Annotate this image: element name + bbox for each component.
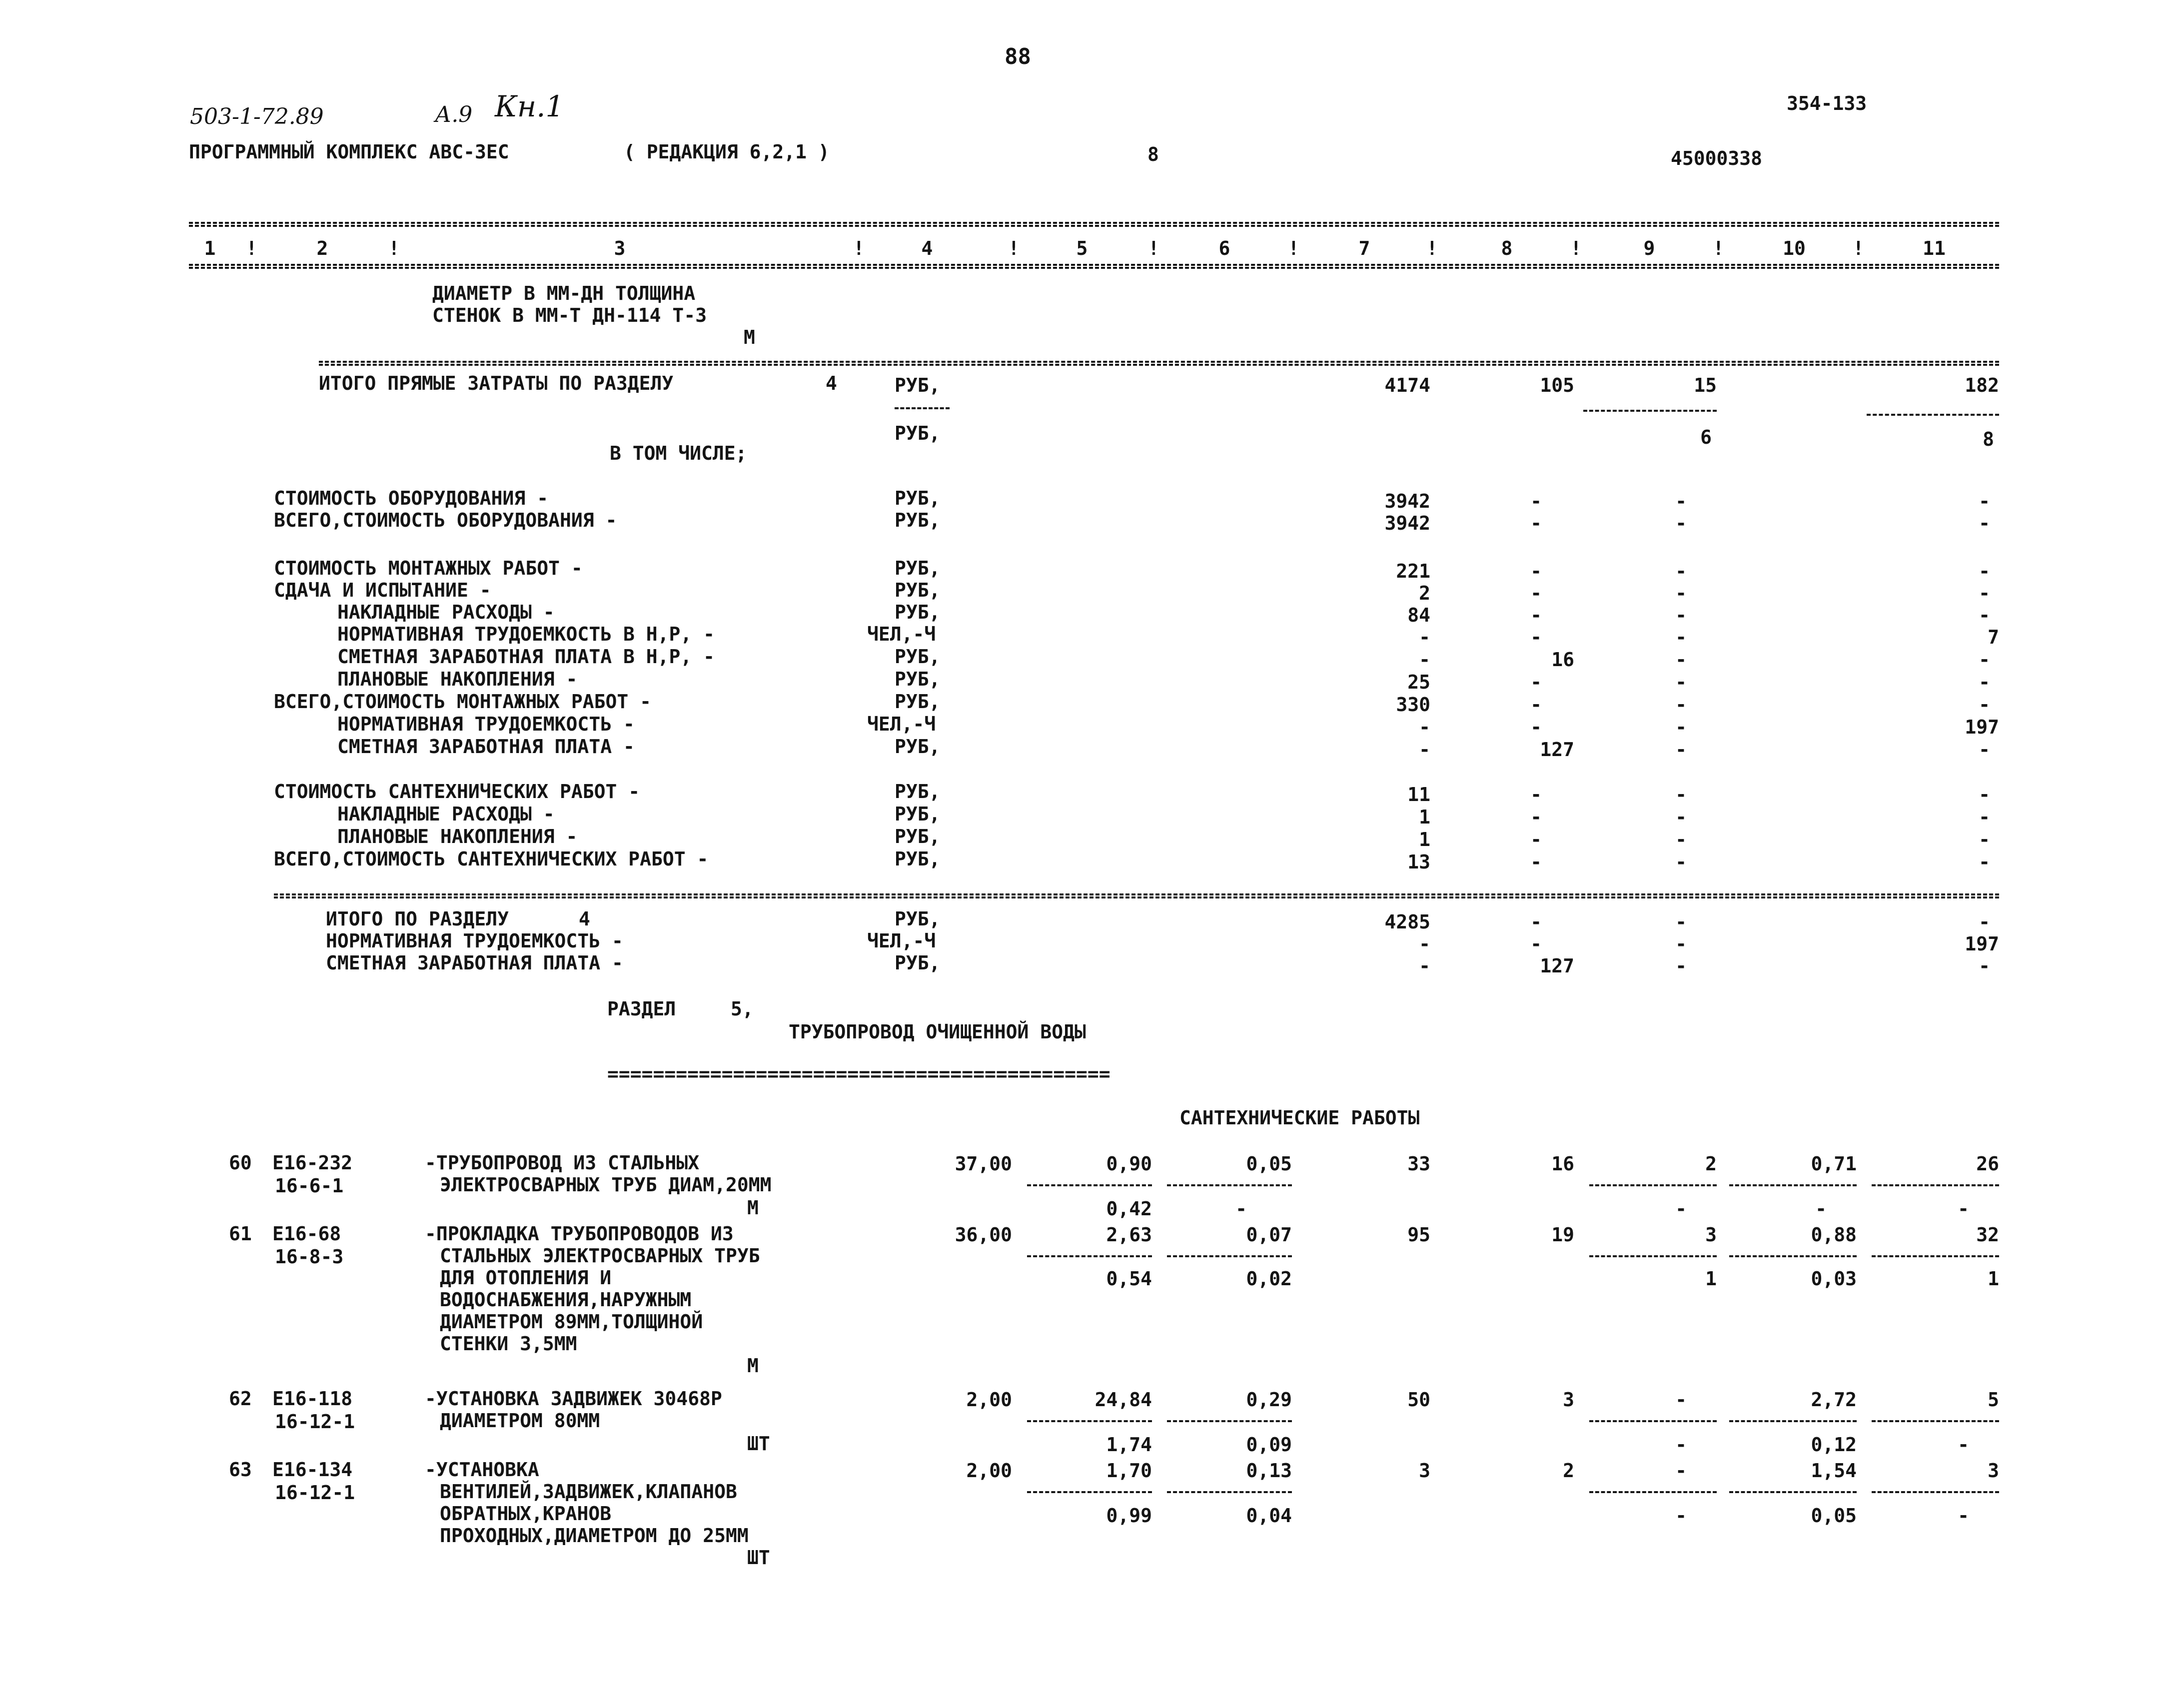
section-total-col7: - bbox=[1419, 933, 1430, 955]
summary-row-col7: 84 bbox=[1407, 604, 1430, 626]
section-total-col9: - bbox=[1675, 955, 1687, 977]
column-header-3: 3 bbox=[614, 237, 626, 259]
summary-row-col7: 330 bbox=[1396, 694, 1430, 716]
item-col9-underline bbox=[1589, 1491, 1717, 1493]
summary-row-col11: - bbox=[1979, 604, 1990, 626]
item-col11: 26 bbox=[1976, 1153, 1999, 1175]
summary-row-label: СТОИМОСТЬ САНТЕХНИЧЕСКИХ РАБОТ - bbox=[274, 781, 640, 803]
totals-sub-col9: 6 bbox=[1700, 426, 1712, 448]
summary-row-unit: РУБ, bbox=[895, 781, 941, 803]
section-total-label: ИТОГО ПО РАЗДЕЛУ bbox=[326, 908, 509, 930]
item-col8: 3 bbox=[1563, 1389, 1574, 1411]
item-col10-underline bbox=[1729, 1184, 1857, 1186]
item-col5: 1,70 bbox=[1106, 1460, 1152, 1482]
section-total-label: СМЕТНАЯ ЗАРАБОТНАЯ ПЛАТА - bbox=[326, 952, 623, 974]
summary-row-col7: - bbox=[1419, 649, 1430, 671]
totals-col9: 15 bbox=[1694, 374, 1717, 396]
item-col9-underline bbox=[1589, 1184, 1717, 1186]
summary-row-unit: РУБ, bbox=[895, 668, 941, 690]
totals-col9-underline bbox=[1583, 410, 1717, 412]
item-col10-underline bbox=[1729, 1491, 1857, 1493]
item-col4: 2,00 bbox=[966, 1389, 1012, 1411]
summary-row-unit: РУБ, bbox=[895, 691, 941, 713]
item-col10-underline bbox=[1729, 1255, 1857, 1257]
column-header-8: 8 bbox=[1501, 237, 1513, 259]
right-code: 354-133 bbox=[1787, 92, 1867, 114]
summary-row-label: НОРМАТИВНАЯ ТРУДОЕМКОСТЬ - bbox=[337, 713, 635, 735]
item-col9-underline bbox=[1589, 1255, 1717, 1257]
column-header-6: 6 bbox=[1218, 237, 1230, 259]
item-col5-underline bbox=[1027, 1420, 1152, 1422]
section-total-col11: 197 bbox=[1965, 933, 1999, 955]
summary-row-label: ПЛАНОВЫЕ НАКОПЛЕНИЯ - bbox=[337, 826, 578, 847]
summary-row-col8: - bbox=[1530, 582, 1542, 604]
summary-row-col8: - bbox=[1530, 626, 1542, 648]
item-code-secondary: 16-12-1 bbox=[275, 1411, 355, 1433]
item-col6-underline bbox=[1167, 1420, 1292, 1422]
section-total-col11: - bbox=[1979, 911, 1990, 933]
item-col10: 0,88 bbox=[1811, 1224, 1857, 1246]
summary-row-col11: - bbox=[1979, 490, 1990, 512]
column-header-9: 9 bbox=[1643, 237, 1655, 259]
item-col11-secondary: 1 bbox=[1988, 1268, 1999, 1290]
column-header-10: 10 bbox=[1783, 237, 1806, 259]
item-code-secondary: 16-12-1 bbox=[275, 1482, 355, 1504]
section-heading: РАЗДЕЛ bbox=[607, 998, 676, 1020]
column-separator: ! bbox=[1288, 237, 1299, 259]
summary-row-col8: 16 bbox=[1551, 649, 1574, 671]
item-col9: - bbox=[1675, 1460, 1687, 1482]
item-col6-underline bbox=[1167, 1491, 1292, 1493]
summary-row-label: СМЕТНАЯ ЗАРАБОТНАЯ ПЛАТА В Н,Р, - bbox=[337, 646, 715, 668]
summary-row-col11: - bbox=[1979, 829, 1990, 850]
item-number: 62 bbox=[229, 1388, 252, 1410]
item-col10-underline bbox=[1729, 1420, 1857, 1422]
section-total-unit: ЧЕЛ,-Ч bbox=[867, 930, 936, 952]
summary-row-unit: РУБ, bbox=[895, 826, 941, 847]
summary-row-col9: - bbox=[1675, 490, 1687, 512]
item-col7: 50 bbox=[1407, 1389, 1430, 1411]
item-col6: 0,07 bbox=[1246, 1224, 1292, 1246]
summary-row-unit: РУБ, bbox=[895, 509, 941, 531]
totals-sub-col11: 8 bbox=[1983, 428, 1994, 450]
summary-row-col8: - bbox=[1530, 560, 1542, 582]
summary-row-label: ВСЕГО,СТОИМОСТЬ МОНТАЖНЫХ РАБОТ - bbox=[274, 691, 651, 713]
section-separator: ============================================ bbox=[607, 1063, 1110, 1085]
summary-row-col7: 3942 bbox=[1384, 490, 1430, 512]
totals-sub-unit: РУБ, bbox=[895, 422, 941, 444]
item-col8: 2 bbox=[1563, 1460, 1574, 1482]
section-total-col8: 127 bbox=[1540, 955, 1574, 977]
summary-row-col11: - bbox=[1979, 560, 1990, 582]
summary-row-col11: - bbox=[1979, 649, 1990, 671]
header-bottom-rule bbox=[189, 264, 1999, 269]
totals-unit-underline bbox=[895, 407, 950, 409]
column-separator: ! bbox=[1008, 237, 1020, 259]
item-description-line: -УСТАНОВКА bbox=[425, 1459, 539, 1481]
album-label: А.9 bbox=[435, 102, 473, 127]
summary-row-unit: РУБ, bbox=[895, 487, 941, 509]
item-col5-secondary: 0,54 bbox=[1106, 1268, 1152, 1290]
book-label: Кн.1 bbox=[495, 89, 564, 123]
item-col5: 24,84 bbox=[1094, 1389, 1152, 1411]
item-col5-underline bbox=[1027, 1491, 1152, 1493]
summary-row-col11: - bbox=[1979, 806, 1990, 828]
summary-row-col7: 1 bbox=[1419, 829, 1430, 850]
column-separator: ! bbox=[246, 237, 257, 259]
page-number: 88 bbox=[1005, 44, 1031, 69]
section-total-col7: 4285 bbox=[1384, 911, 1430, 933]
summary-row-col7: 221 bbox=[1396, 560, 1430, 582]
item-col9-underline bbox=[1589, 1420, 1717, 1422]
item-col11-secondary: - bbox=[1958, 1434, 1969, 1456]
summary-row-col7: 3942 bbox=[1384, 512, 1430, 534]
column-separator: ! bbox=[1713, 237, 1724, 259]
item-col7: 95 bbox=[1407, 1224, 1430, 1246]
item-code-secondary: 16-8-3 bbox=[275, 1246, 344, 1268]
doc-number: 45000338 bbox=[1671, 147, 1763, 169]
column-separator: ! bbox=[1853, 237, 1864, 259]
item-description-line: СТЕНКИ 3,5ММ bbox=[440, 1333, 577, 1355]
item-col11-secondary: - bbox=[1958, 1198, 1969, 1220]
section-total-unit: РУБ, bbox=[895, 952, 941, 974]
item-description-line: ДИАМЕТРОМ 89ММ,ТОЛЩИНОЙ bbox=[440, 1311, 703, 1333]
section-total-col11: - bbox=[1979, 955, 1990, 977]
summary-row-col9: - bbox=[1675, 784, 1687, 806]
summary-row-col9: - bbox=[1675, 560, 1687, 582]
section-total-col8: - bbox=[1530, 911, 1542, 933]
item-col8: 16 bbox=[1551, 1153, 1574, 1175]
section-total-rule bbox=[274, 893, 1999, 898]
item-col6-secondary: 0,09 bbox=[1246, 1434, 1292, 1456]
item-code: Е16-232 bbox=[272, 1152, 353, 1174]
summary-row-col9: - bbox=[1675, 604, 1687, 626]
item-col10-secondary: 0,03 bbox=[1811, 1268, 1857, 1290]
summary-row-col11: - bbox=[1979, 512, 1990, 534]
summary-row-col11: - bbox=[1979, 851, 1990, 873]
item-unit: ШТ bbox=[747, 1547, 770, 1569]
summary-row-unit: РУБ, bbox=[895, 848, 941, 870]
totals-col11-underline bbox=[1867, 414, 1999, 416]
summary-row-col8: 127 bbox=[1540, 739, 1574, 761]
doc-code: 503-1-72.89 bbox=[190, 104, 324, 129]
item-col7: 3 bbox=[1419, 1460, 1430, 1482]
summary-row-col9: - bbox=[1675, 649, 1687, 671]
totals-unit: РУБ, bbox=[895, 374, 941, 396]
summary-row-col9: - bbox=[1675, 829, 1687, 850]
item-col11-underline bbox=[1872, 1420, 1999, 1422]
summary-row-col7: 11 bbox=[1407, 784, 1430, 806]
summary-row-label: НАКЛАДНЫЕ РАСХОДЫ - bbox=[337, 601, 555, 623]
item-col8: 19 bbox=[1551, 1224, 1574, 1246]
summary-row-col8: - bbox=[1530, 806, 1542, 828]
summary-row-col9: - bbox=[1675, 626, 1687, 648]
item-col9: - bbox=[1675, 1389, 1687, 1411]
totals-col7: 4174 bbox=[1384, 374, 1430, 396]
item-unit: М bbox=[747, 1197, 759, 1219]
totals-label: ИТОГО ПРЯМЫЕ ЗАТРАТЫ ПО РАЗДЕЛУ bbox=[319, 372, 674, 394]
item-col9-secondary: - bbox=[1675, 1434, 1687, 1456]
summary-row-label: СМЕТНАЯ ЗАРАБОТНАЯ ПЛАТА - bbox=[337, 736, 635, 758]
item-col7: 33 bbox=[1407, 1153, 1430, 1175]
item-col5-secondary: 1,74 bbox=[1106, 1434, 1152, 1456]
summary-row-col8: - bbox=[1530, 784, 1542, 806]
summary-row-label: НАКЛАДНЫЕ РАСХОДЫ - bbox=[337, 803, 555, 825]
summary-row-col9: - bbox=[1675, 851, 1687, 873]
column-header-2: 2 bbox=[316, 237, 328, 259]
summary-row-col9: - bbox=[1675, 512, 1687, 534]
summary-row-col7: - bbox=[1419, 626, 1430, 648]
item-col9: 2 bbox=[1705, 1153, 1717, 1175]
item-col11-underline bbox=[1872, 1255, 1999, 1257]
item-col5-secondary: 0,42 bbox=[1106, 1198, 1152, 1220]
section-total-col9: - bbox=[1675, 933, 1687, 955]
item-col10: 1,54 bbox=[1811, 1460, 1857, 1482]
summary-row-label: СТОИМОСТЬ ОБОРУДОВАНИЯ - bbox=[274, 487, 549, 509]
column-header-5: 5 bbox=[1076, 237, 1088, 259]
column-separator: ! bbox=[1426, 237, 1438, 259]
item-col11-secondary: - bbox=[1958, 1505, 1969, 1527]
continued-description-line: ДИАМЕТР В ММ-ДН ТОЛЩИНА bbox=[432, 282, 696, 304]
section-total-col8: - bbox=[1530, 933, 1542, 955]
summary-row-label: СТОИМОСТЬ МОНТАЖНЫХ РАБОТ - bbox=[274, 557, 583, 579]
item-col11: 5 bbox=[1988, 1389, 1999, 1411]
summary-row-col9: - bbox=[1675, 716, 1687, 738]
summary-row-unit: РУБ, bbox=[895, 646, 941, 668]
item-col5: 0,90 bbox=[1106, 1153, 1152, 1175]
item-col11: 32 bbox=[1976, 1224, 1999, 1246]
including-label: В ТОМ ЧИСЛЕ; bbox=[610, 442, 747, 464]
item-number: 63 bbox=[229, 1459, 252, 1481]
item-col11: 3 bbox=[1988, 1460, 1999, 1482]
item-unit: ШТ bbox=[747, 1433, 770, 1455]
summary-row-col9: - bbox=[1675, 582, 1687, 604]
item-description-line: -УСТАНОВКА ЗАДВИЖЕК 30468Р bbox=[425, 1388, 722, 1410]
summary-row-col7: - bbox=[1419, 739, 1430, 761]
header-top-rule bbox=[189, 222, 1999, 227]
totals-section: 4 bbox=[826, 372, 837, 394]
summary-row-label: ВСЕГО,СТОИМОСТЬ ОБОРУДОВАНИЯ - bbox=[274, 509, 617, 531]
item-code: Е16-134 bbox=[272, 1459, 353, 1481]
item-description-line: -ПРОКЛАДКА ТРУБОПРОВОДОВ ИЗ bbox=[425, 1223, 734, 1245]
sheet-number: 8 bbox=[1147, 143, 1159, 165]
item-col5-underline bbox=[1027, 1184, 1152, 1186]
item-col10: 2,72 bbox=[1811, 1389, 1857, 1411]
item-description-line: -ТРУБОПРОВОД ИЗ СТАЛЬНЫХ bbox=[425, 1152, 700, 1174]
totals-col8: 105 bbox=[1540, 374, 1574, 396]
item-col6: 0,05 bbox=[1246, 1153, 1292, 1175]
section-total-label: НОРМАТИВНАЯ ТРУДОЕМКОСТЬ - bbox=[326, 930, 623, 952]
summary-row-col8: - bbox=[1530, 694, 1542, 716]
section-total-col7: - bbox=[1419, 955, 1430, 977]
summary-row-col8: - bbox=[1530, 512, 1542, 534]
summary-row-col11: 197 bbox=[1965, 716, 1999, 738]
summary-row-unit: ЧЕЛ,-Ч bbox=[867, 623, 936, 645]
works-subheading: САНТЕХНИЧЕСКИЕ РАБОТЫ bbox=[1179, 1107, 1420, 1129]
item-col11-underline bbox=[1872, 1184, 1999, 1186]
summary-row-col7: 25 bbox=[1407, 671, 1430, 693]
summary-row-col11: - bbox=[1979, 694, 1990, 716]
column-separator: ! bbox=[1148, 237, 1159, 259]
summary-row-col9: - bbox=[1675, 739, 1687, 761]
item-col11-underline bbox=[1872, 1491, 1999, 1493]
section-title: ТРУБОПРОВОД ОЧИЩЕННОЙ ВОДЫ bbox=[789, 1021, 1086, 1043]
summary-row-col8: - bbox=[1530, 851, 1542, 873]
item-description-line: ПРОХОДНЫХ,ДИАМЕТРОМ ДО 25ММ bbox=[440, 1525, 749, 1547]
item-col6: 0,29 bbox=[1246, 1389, 1292, 1411]
item-col9-secondary: - bbox=[1675, 1505, 1687, 1527]
summary-row-col8: - bbox=[1530, 490, 1542, 512]
item-code: Е16-118 bbox=[272, 1388, 353, 1410]
item-description-line: ДИАМЕТРОМ 80ММ bbox=[440, 1410, 600, 1432]
item-description-line: СТАЛЬНЫХ ЭЛЕКТРОСВАРНЫХ ТРУБ bbox=[440, 1245, 760, 1267]
summary-row-col8: - bbox=[1530, 716, 1542, 738]
section-total-unit: РУБ, bbox=[895, 908, 941, 930]
column-header-4: 4 bbox=[921, 237, 933, 259]
program-line: ПРОГРАММНЫЙ КОМПЛЕКС АВС-3ЕС bbox=[189, 141, 509, 163]
item-code-secondary: 16-6-1 bbox=[275, 1175, 344, 1197]
column-header-11: 11 bbox=[1923, 237, 1946, 259]
item-col10-secondary: 0,05 bbox=[1811, 1505, 1857, 1527]
item-description-line: ОБРАТНЫХ,КРАНОВ bbox=[440, 1503, 612, 1525]
summary-row-col11: - bbox=[1979, 739, 1990, 761]
item-col6-underline bbox=[1167, 1255, 1292, 1257]
column-separator: ! bbox=[388, 237, 400, 259]
summary-row-col11: - bbox=[1979, 784, 1990, 806]
section-number: 5, bbox=[731, 998, 754, 1020]
summary-row-unit: РУБ, bbox=[895, 736, 941, 758]
summary-row-label: ПЛАНОВЫЕ НАКОПЛЕНИЯ - bbox=[337, 668, 578, 690]
summary-row-col8: - bbox=[1530, 671, 1542, 693]
item-col6-secondary: - bbox=[1235, 1198, 1247, 1220]
item-col6-underline bbox=[1167, 1184, 1292, 1186]
summary-row-label: НОРМАТИВНАЯ ТРУДОЕМКОСТЬ В Н,Р, - bbox=[337, 623, 715, 645]
summary-row-col7: 1 bbox=[1419, 806, 1430, 828]
section-total-number: 4 bbox=[579, 908, 590, 930]
summary-row-col11: - bbox=[1979, 671, 1990, 693]
item-col9-secondary: 1 bbox=[1705, 1268, 1717, 1290]
item-number: 61 bbox=[229, 1223, 252, 1245]
continued-description-line: СТЕНОК В ММ-Т ДН-114 Т-3 bbox=[432, 304, 707, 326]
summary-row-col11: 7 bbox=[1988, 626, 1999, 648]
totals-rule bbox=[319, 361, 1999, 366]
summary-row-unit: ЧЕЛ,-Ч bbox=[867, 713, 936, 735]
summary-row-unit: РУБ, bbox=[895, 557, 941, 579]
summary-row-col7: - bbox=[1419, 716, 1430, 738]
item-col6-secondary: 0,04 bbox=[1246, 1505, 1292, 1527]
summary-row-label: ВСЕГО,СТОИМОСТЬ САНТЕХНИЧЕСКИХ РАБОТ - bbox=[274, 848, 709, 870]
column-header-7: 7 bbox=[1358, 237, 1370, 259]
summary-row-col9: - bbox=[1675, 806, 1687, 828]
section-total-col9: - bbox=[1675, 911, 1687, 933]
item-description-line: ВЕНТИЛЕЙ,ЗАДВИЖЕК,КЛАПАНОВ bbox=[440, 1481, 737, 1503]
item-col6-secondary: 0,02 bbox=[1246, 1268, 1292, 1290]
totals-col11: 182 bbox=[1965, 374, 1999, 396]
item-col5-secondary: 0,99 bbox=[1106, 1505, 1152, 1527]
item-col4: 2,00 bbox=[966, 1460, 1012, 1482]
summary-row-col11: - bbox=[1979, 582, 1990, 604]
item-col9: 3 bbox=[1705, 1224, 1717, 1246]
summary-row-unit: РУБ, bbox=[895, 579, 941, 601]
item-col5: 2,63 bbox=[1106, 1224, 1152, 1246]
summary-row-col8: - bbox=[1530, 829, 1542, 850]
continued-description-line: М bbox=[744, 326, 755, 348]
edition: ( РЕДАКЦИЯ 6,2,1 ) bbox=[624, 141, 830, 163]
column-separator: ! bbox=[1570, 237, 1582, 259]
item-col4: 36,00 bbox=[955, 1224, 1012, 1246]
item-col4: 37,00 bbox=[955, 1153, 1012, 1175]
summary-row-col7: 13 bbox=[1407, 851, 1430, 873]
column-header-1: 1 bbox=[204, 237, 216, 259]
item-number: 60 bbox=[229, 1152, 252, 1174]
summary-row-unit: РУБ, bbox=[895, 601, 941, 623]
summary-row-col8: - bbox=[1530, 604, 1542, 626]
item-col10: 0,71 bbox=[1811, 1153, 1857, 1175]
item-col10-secondary: 0,12 bbox=[1811, 1434, 1857, 1456]
item-code: Е16-68 bbox=[272, 1223, 341, 1245]
item-description-line: ВОДОСНАБЖЕНИЯ,НАРУЖНЫМ bbox=[440, 1289, 692, 1311]
item-col9-secondary: - bbox=[1675, 1198, 1687, 1220]
item-description-line: ДЛЯ ОТОПЛЕНИЯ И bbox=[440, 1267, 612, 1289]
summary-row-unit: РУБ, bbox=[895, 803, 941, 825]
summary-row-col9: - bbox=[1675, 671, 1687, 693]
column-separator: ! bbox=[853, 237, 865, 259]
item-unit: М bbox=[747, 1355, 759, 1377]
item-description-line: ЭЛЕКТРОСВАРНЫХ ТРУБ ДИАМ,20ММ bbox=[440, 1174, 772, 1196]
item-col5-underline bbox=[1027, 1255, 1152, 1257]
item-col10-secondary: - bbox=[1815, 1198, 1827, 1220]
summary-row-label: СДАЧА И ИСПЫТАНИЕ - bbox=[274, 579, 491, 601]
summary-row-col7: 2 bbox=[1419, 582, 1430, 604]
summary-row-col9: - bbox=[1675, 694, 1687, 716]
item-col6: 0,13 bbox=[1246, 1460, 1292, 1482]
